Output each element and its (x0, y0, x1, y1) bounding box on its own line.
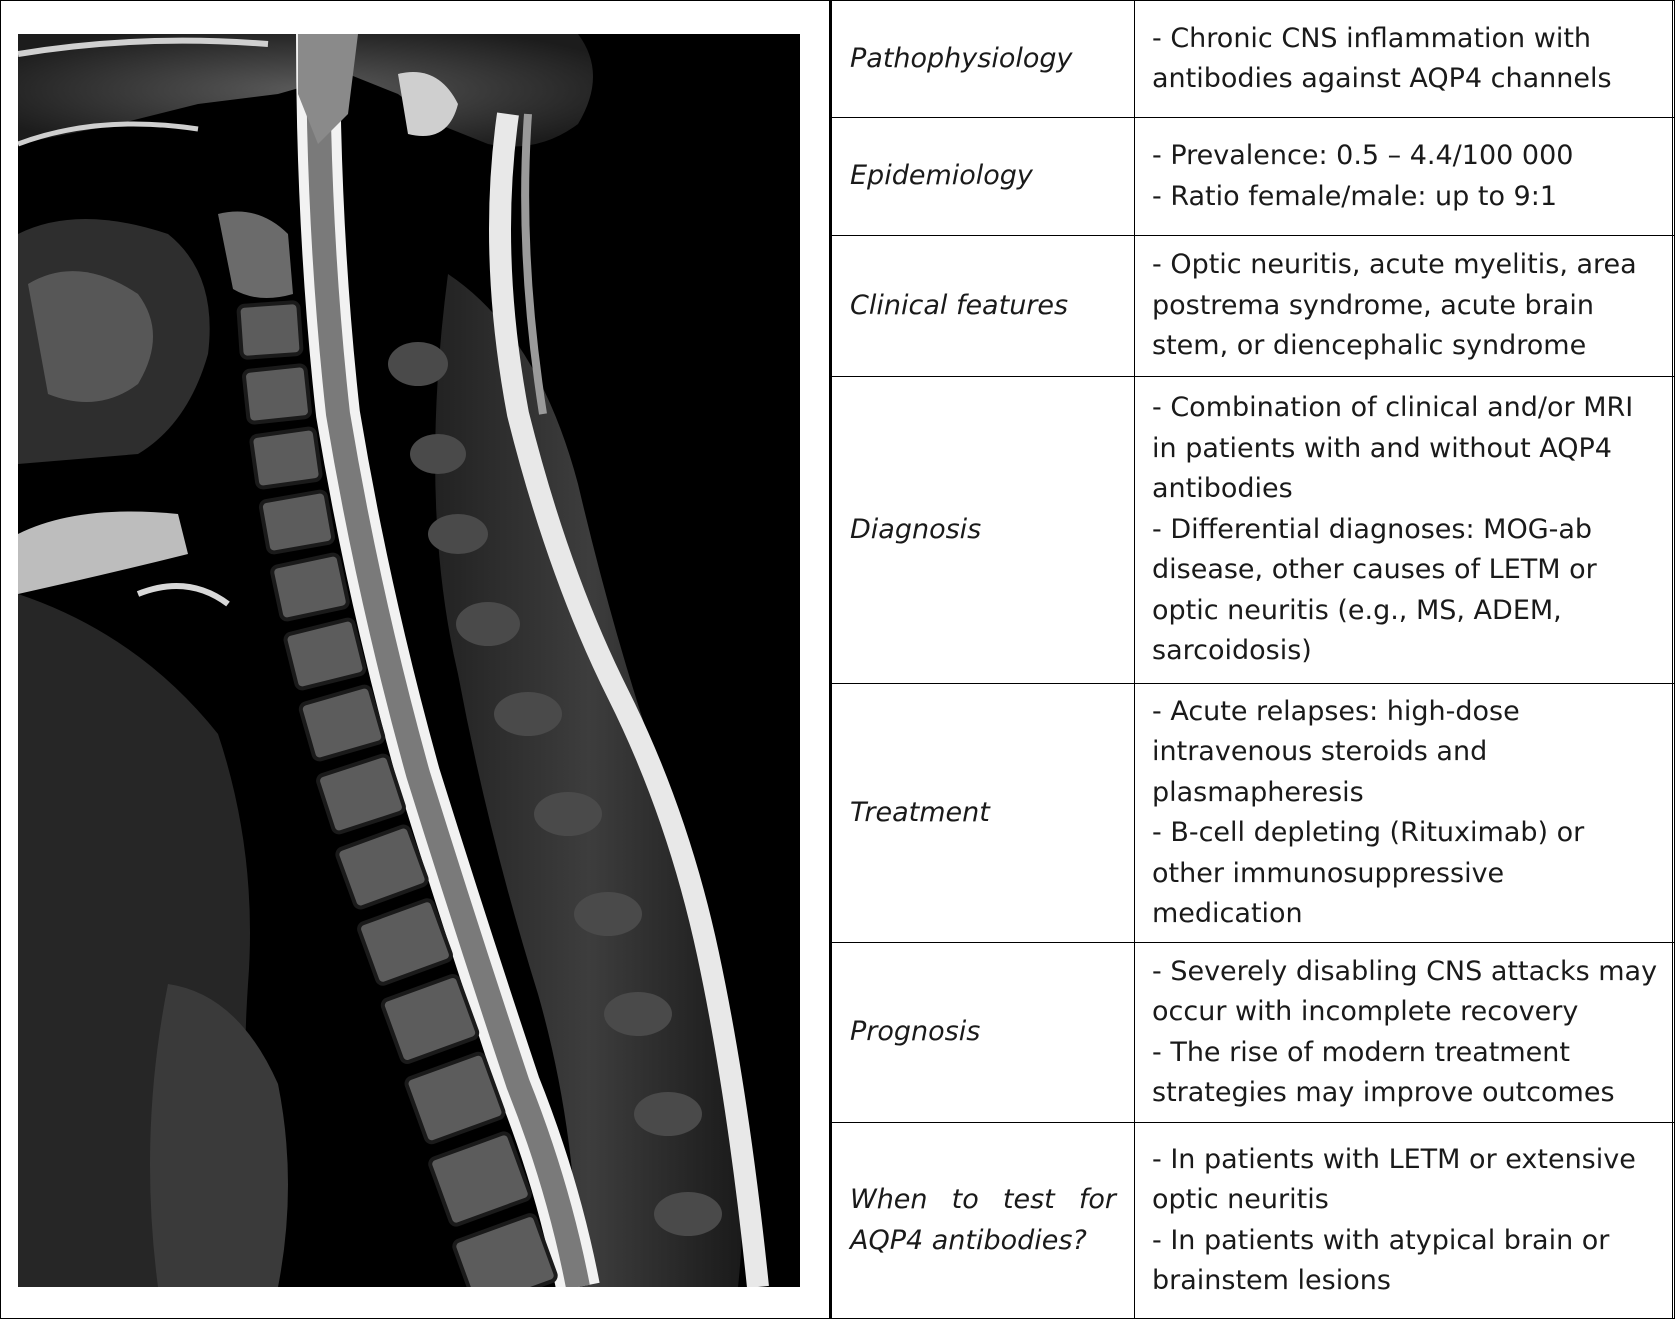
content-line: intravenous steroids and (1152, 736, 1488, 767)
row-content (1135, 1, 1675, 118)
content-line: antibodies against AQP4 channels (1152, 63, 1612, 94)
table-row-pathophysiology (832, 1, 1675, 118)
label-line: When to test for (850, 1184, 1116, 1215)
content-line: optic neuritis (e.g., MS, ADEM, (1152, 594, 1562, 626)
content-line: disease, other causes of LETM or (1152, 554, 1597, 586)
image-panel (0, 0, 831, 1319)
table-row-clinical-features (832, 236, 1675, 377)
table-row-prognosis (832, 943, 1675, 1123)
row-content (1135, 377, 1675, 684)
spine-mri-illustration (18, 34, 800, 1287)
content-line: - Differential diagnoses: MOG-ab (1152, 513, 1593, 545)
content-line: - The rise of modern treatment (1152, 1036, 1570, 1068)
content-line: - Prevalence: 0.5 – 4.4/100 000 (1152, 140, 1574, 171)
content-line: brainstem lesions (1152, 1265, 1391, 1296)
table-row-diagnosis (832, 377, 1675, 684)
row-label (832, 1123, 1135, 1319)
row-label: Pathophysiology (832, 1, 1135, 118)
content-line: in patients with and without AQP4 (1152, 432, 1612, 464)
content-line: - In patients with atypical brain or (1152, 1224, 1610, 1256)
content-line: sarcoidosis) (1152, 635, 1312, 667)
row-content (1135, 236, 1675, 377)
row-label: Treatment (832, 684, 1135, 943)
row-label: Clinical features (832, 236, 1135, 377)
row-content (1135, 118, 1675, 236)
content-line: - Acute relapses: high-dose (1152, 695, 1520, 727)
content-line: - Combination of clinical and/or MRI (1152, 392, 1634, 424)
row-label: Prognosis (832, 943, 1135, 1123)
row-content (1135, 943, 1675, 1123)
content-line: antibodies (1152, 473, 1293, 505)
content-line: - Ratio female/male: up to 9:1 (1152, 180, 1558, 212)
content-line: - Severely disabling CNS attacks may (1152, 955, 1658, 987)
label-line: AQP4 antibodies? (850, 1224, 1087, 1256)
table-row-when-to-test (832, 1123, 1675, 1319)
content-line: - B-cell depleting (Rituximab) or (1152, 817, 1585, 848)
content-line: occur with incomplete recovery (1152, 996, 1579, 1027)
mri-image (18, 34, 800, 1287)
nmosd-summary-table (831, 0, 1675, 1319)
row-label: Diagnosis (832, 377, 1135, 684)
table-row-treatment (832, 684, 1675, 943)
content-line: postrema syndrome, acute brain (1152, 289, 1594, 321)
content-line: stem, or diencephalic syndrome (1152, 330, 1587, 362)
row-content (1135, 1123, 1675, 1319)
content-line: - Optic neuritis, acute myelitis, area (1152, 249, 1637, 281)
content-line: plasmapheresis (1152, 776, 1364, 808)
content-line: strategies may improve outcomes (1152, 1077, 1615, 1108)
table-row-epidemiology (832, 118, 1675, 236)
content-line: other immunosuppressive (1152, 857, 1505, 889)
content-line: medication (1152, 898, 1303, 929)
content-line: - Chronic CNS inflammation with (1152, 22, 1592, 54)
content-line: - In patients with LETM or extensive (1152, 1143, 1636, 1175)
content-line: optic neuritis (1152, 1184, 1329, 1215)
row-label: Epidemiology (832, 118, 1135, 236)
row-content (1135, 684, 1675, 943)
